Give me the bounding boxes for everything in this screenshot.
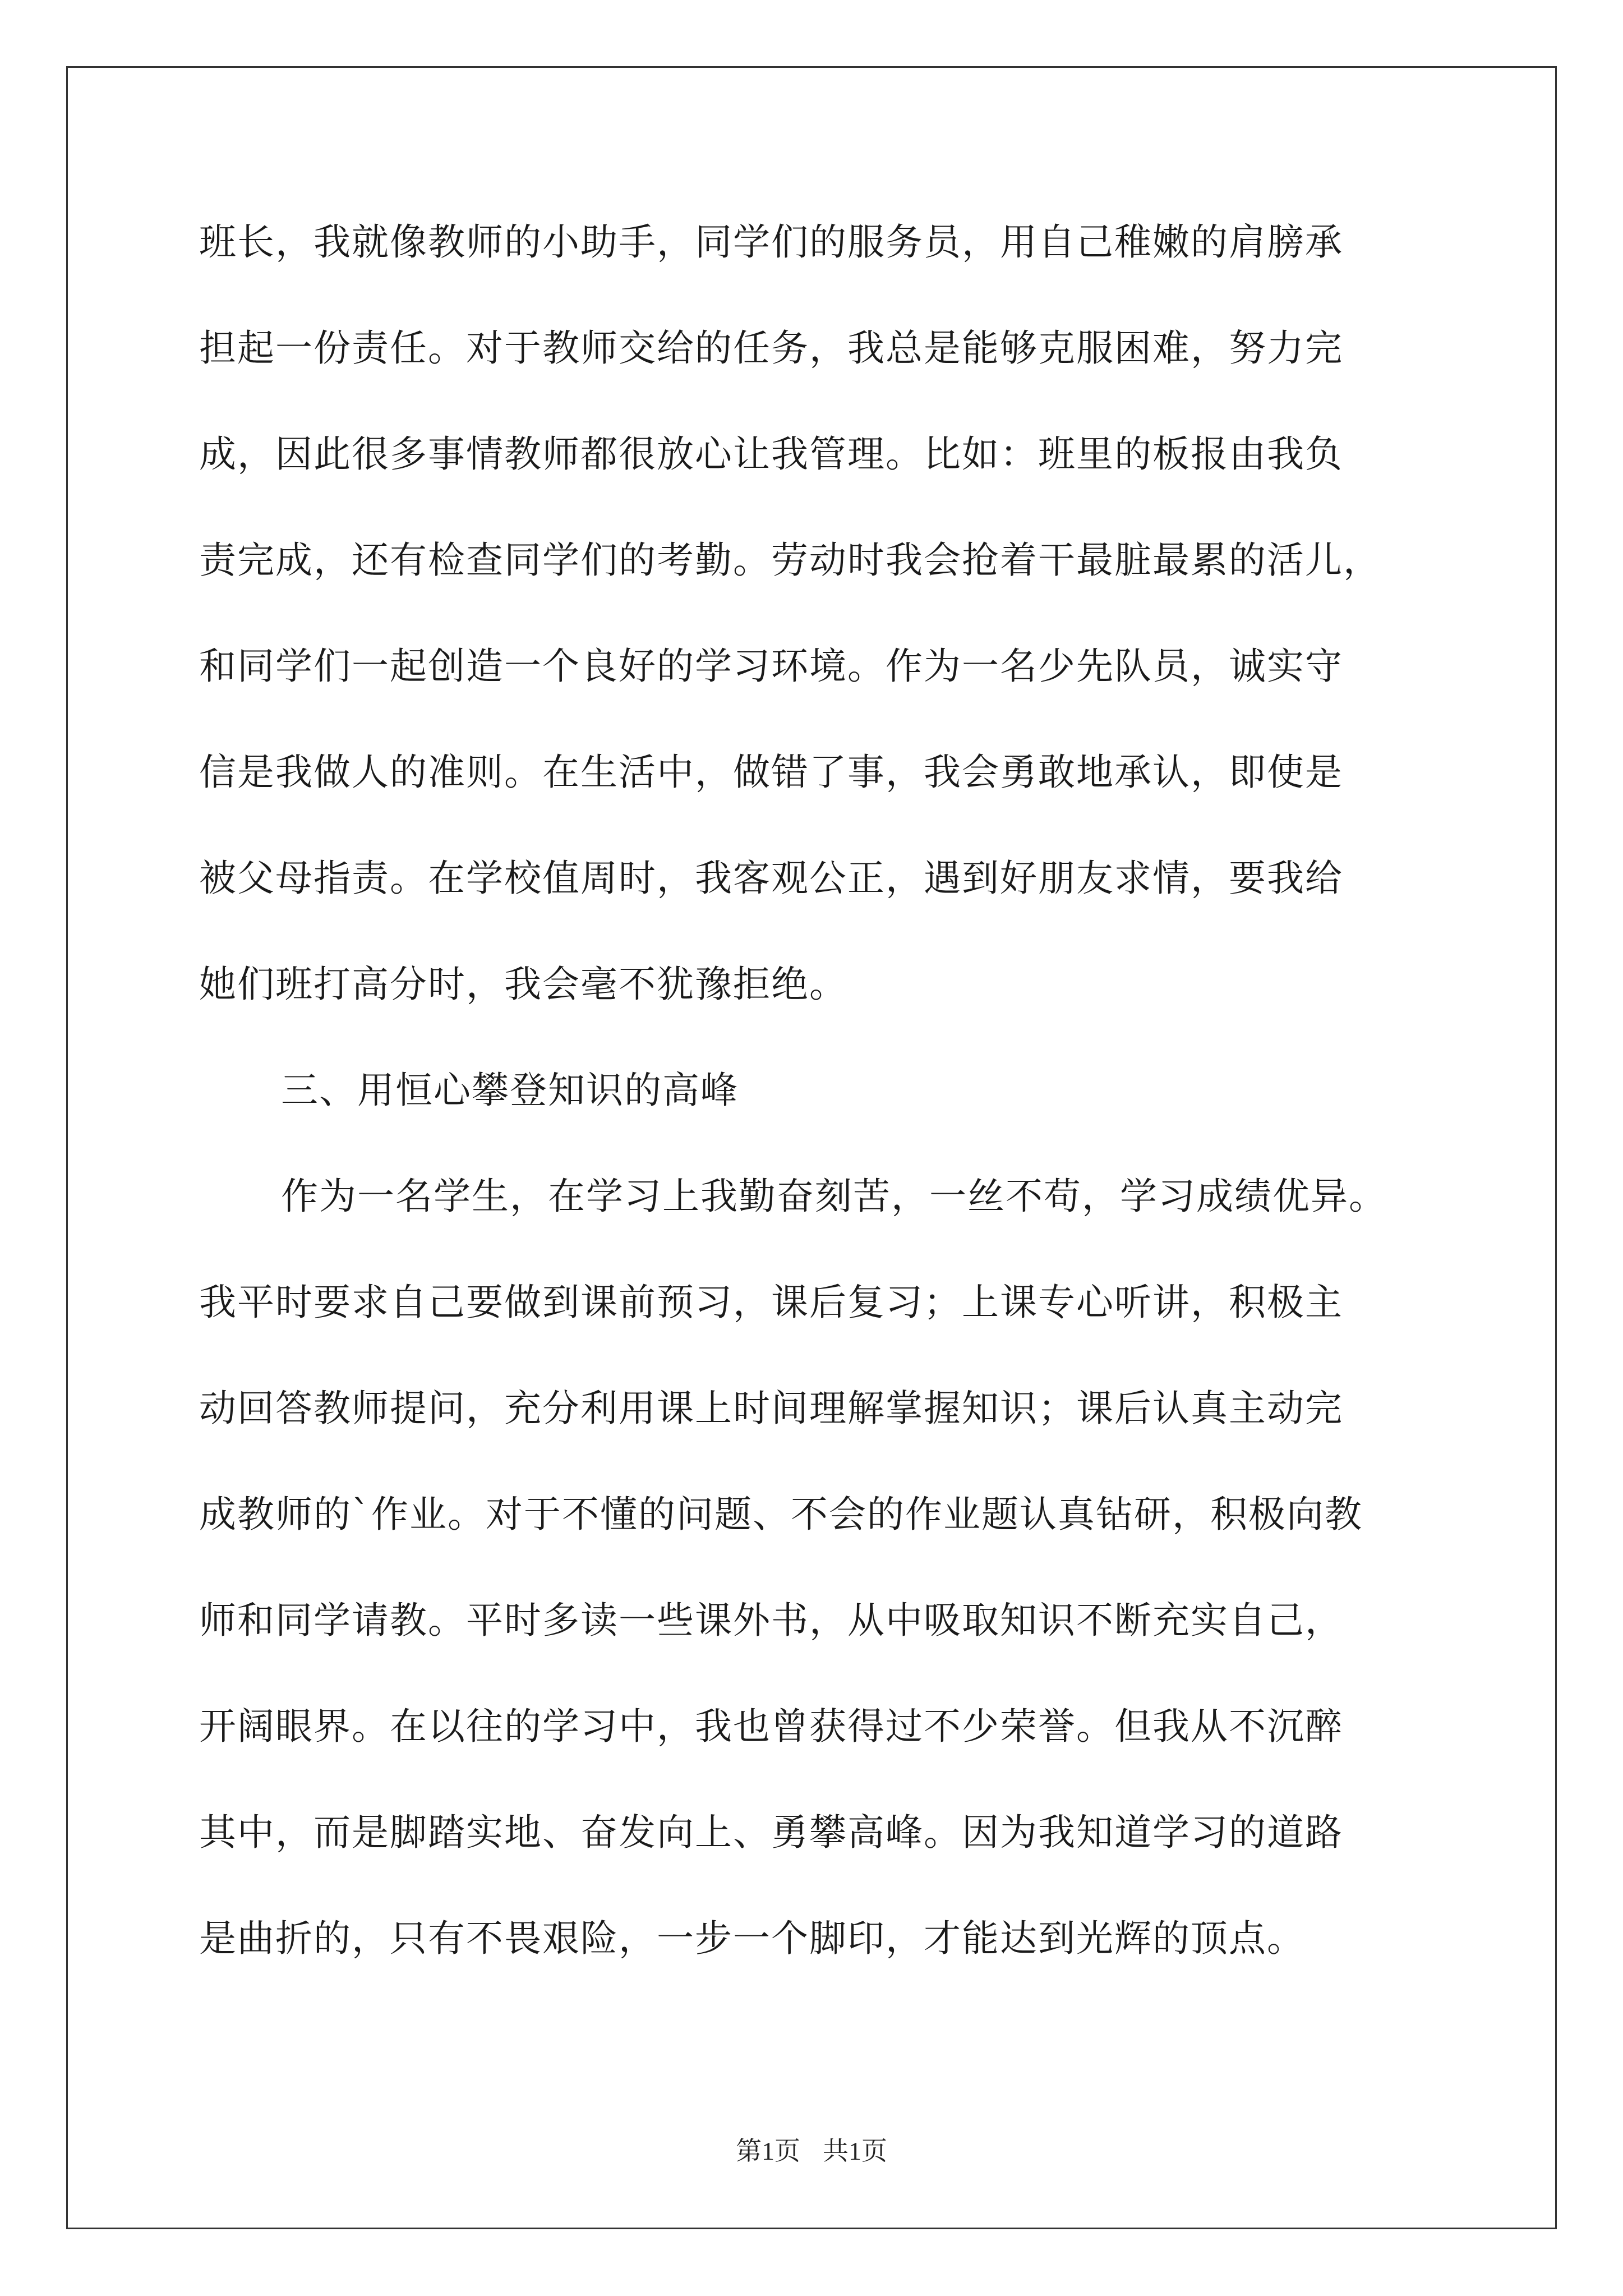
body-line: 班长，我就像教师的小助手，同学们的服务员，用自己稚嫩的肩膀承 bbox=[199, 220, 1343, 264]
body-line: 被父母指责。在学校值周时，我客观公正，遇到好朋友求情，要我给 bbox=[199, 857, 1343, 900]
body-line: 担起一份责任。对于教师交给的任务，我总是能够克服困难，努力完 bbox=[199, 326, 1343, 370]
body-line: 信是我做人的准则。在生活中，做错了事，我会勇敢地承认，即使是 bbox=[199, 751, 1343, 794]
page-total: 共1页 bbox=[823, 2137, 887, 2165]
page-number: 第1页 bbox=[736, 2137, 800, 2165]
body-line: 其中，而是脚踏实地、奋发向上、勇攀高峰。因为我知道学习的道路 bbox=[199, 1811, 1343, 1854]
body-line: 成教师的`作业。对于不懂的问题、不会的作业题认真钻研，积极向教 bbox=[199, 1493, 1363, 1536]
body-line: 她们班打高分时，我会毫不犹豫拒绝。 bbox=[199, 963, 847, 1006]
body-line: 师和同学请教。平时多读一些课外书，从中吸取知识不断充实自己， bbox=[199, 1599, 1343, 1642]
body-line: 成，因此很多事情教师都很放心让我管理。比如：班里的板报由我负 bbox=[199, 432, 1343, 476]
section-heading: 三、用恒心攀登知识的高峰 bbox=[281, 1069, 739, 1112]
body-line: 动回答教师提问，充分利用课上时间理解掌握知识；课后认真主动完 bbox=[199, 1387, 1343, 1430]
body-line: 我平时要求自己要做到课前预习，课后复习；上课专心听讲，积极主 bbox=[199, 1281, 1343, 1324]
page-footer bbox=[0, 2134, 1623, 2168]
document-body bbox=[199, 214, 1433, 2017]
body-line: 和同学们一起创造一个良好的学习环境。作为一名少先队员，诚实守 bbox=[199, 645, 1343, 688]
body-line: 责完成，还有检查同学们的考勤。劳动时我会抢着干最脏最累的活儿， bbox=[199, 539, 1381, 582]
body-line: 是曲折的，只有不畏艰险，一步一个脚印，才能达到光辉的顶点。 bbox=[199, 1917, 1305, 1960]
paragraph-first-line: 作为一名学生，在学习上我勤奋刻苦，一丝不苟，学习成绩优异。 bbox=[281, 1175, 1387, 1218]
body-line: 开阔眼界。在以往的学习中，我也曾获得过不少荣誉。但我从不沉醉 bbox=[199, 1705, 1343, 1748]
